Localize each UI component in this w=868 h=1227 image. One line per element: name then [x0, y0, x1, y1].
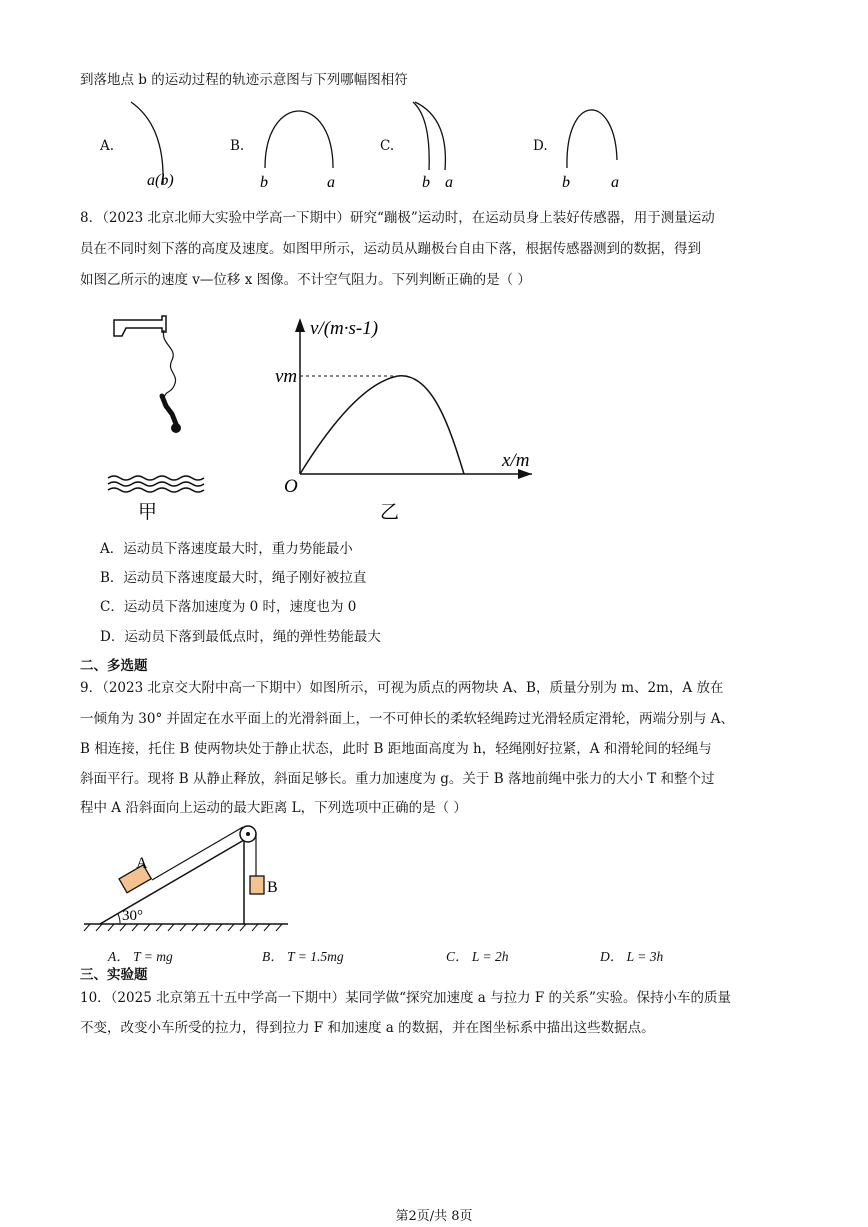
x-axis-label: x/m	[502, 450, 530, 471]
angle-label: 30°	[122, 908, 143, 924]
q7-option-a-key: A.	[100, 138, 115, 154]
q8-line-2: 员在不同时刻下落的高度及速度。如图甲所示，运动员从蹦极台自由下落，根据传感器测到的数据，得到	[80, 241, 701, 257]
q7-c-label-1: b	[422, 174, 430, 191]
q9-line-4: 斜面平行。现将 B 从静止释放，斜面足够长。重力加速度为 g。关于 B 落地前绳中张力的大小 T 和整个过	[80, 771, 715, 787]
figure-yi-label: 乙	[380, 502, 400, 523]
q7-option-c-figure	[405, 98, 475, 193]
q10-line-1: 10．（2025 北京第五十五中学高一下期中）某同学做“探究加速度 a 与拉力 F 的关系”实验。保持小车的质量	[80, 990, 731, 1006]
q7-c-label-2: a	[445, 174, 453, 191]
water-wave-1	[108, 476, 204, 480]
ground-hatching	[84, 924, 282, 931]
q8-option-b: B．运动员下落速度最大时，绳子刚好被拉直	[100, 570, 367, 586]
q9-line-2: 一倾角为 30° 并固定在水平面上的光滑斜面上，一不可伸长的柔软轻绳跨过光滑轻质定滑轮，两端分别与 A、	[80, 711, 735, 727]
pulley-axle	[246, 832, 250, 836]
page-footer: 第2页/共 8页	[395, 1209, 473, 1224]
block-a-label: A	[136, 855, 148, 872]
q7-d-label-1: b	[562, 174, 570, 191]
trajectory-curve	[265, 111, 333, 168]
bungee-figure	[100, 310, 220, 520]
q8-line-3: 如图乙所示的速度 v—位移 x 图像。不计空气阻力。下列判断正确的是（ ）	[80, 272, 531, 288]
q9-option-b: B． T = 1.5mg	[262, 949, 344, 964]
q9-line-3: B 相连接，托住 B 使两物块处于静止状态，此时 B 距地面高度为 h，轻绳刚好拉紧，A 和滑轮间的轻绳与	[80, 741, 712, 757]
figure-jia-label: 甲	[138, 502, 158, 520]
q8-option-a: A．运动员下落速度最大时，重力势能最小	[100, 541, 353, 557]
q8-option-c: C．运动员下落加速度为 0 时，速度也为 0	[100, 599, 357, 615]
v-x-graph	[270, 310, 550, 525]
rope-to-a	[152, 827, 243, 880]
q9-option-d: D． L = 3h	[600, 949, 664, 964]
block-b-label: B	[267, 879, 278, 896]
q7-option-d-figure	[555, 98, 635, 193]
velocity-curve	[300, 376, 464, 474]
angle-arc	[118, 914, 120, 924]
q7-d-label-2: a	[611, 174, 619, 191]
y-axis-label: v/(m·s-1)	[310, 318, 379, 339]
q7-option-b-figure	[255, 98, 345, 193]
q7-b-label-2: a	[327, 174, 335, 191]
jumper-body	[162, 396, 176, 424]
q7-b-label-1: b	[260, 174, 268, 191]
q7-option-b-key: B.	[230, 138, 245, 154]
q10-line-2: 不变，改变小车所受的拉力，得到拉力 F 和加速度 a 的数据，并在图坐标系中描出这些数据点。	[80, 1020, 655, 1036]
bungee-rope	[163, 330, 175, 398]
vm-label: vm	[275, 366, 298, 387]
q9-line-1: 9．（2023 北京交大附中高一下期中）如图所示，可视为质点的两物块 A、B，质量分别为 m、2m，A 放在	[80, 680, 724, 696]
incline-figure	[80, 820, 300, 932]
q7-text: 到落地点 b 的运动过程的轨迹示意图与下列哪幅图相符	[80, 72, 408, 88]
trajectory-curve	[567, 110, 617, 168]
q9-option-a: A． T = mg	[108, 949, 173, 964]
y-axis-arrow	[295, 318, 305, 332]
section-multiple-choice: 二、多选题	[80, 658, 148, 674]
section-experiment: 三、实验题	[80, 967, 148, 983]
q7-a-label: a(b)	[147, 172, 174, 189]
trajectory-curve-1	[413, 102, 429, 170]
q8-option-d: D．运动员下落到最低点时，绳的弹性势能最大	[100, 629, 381, 645]
q9-option-c: C． L = 2h	[446, 949, 509, 964]
trajectory-curve-2	[415, 102, 445, 170]
q7-option-a-figure	[125, 98, 195, 193]
q7-option-d-key: D.	[533, 138, 548, 154]
jumper-head	[171, 423, 181, 433]
water-wave-3	[108, 488, 204, 492]
water-wave-2	[108, 482, 204, 486]
q7-option-c-key: C.	[380, 138, 395, 154]
jump-platform	[114, 316, 166, 336]
block-b	[250, 876, 264, 894]
q8-line-1: 8．（2023 北京北师大实验中学高一下期中）研究“蹦极”运动时，在运动员身上装好传感器，用于测量运动	[80, 210, 715, 226]
origin-label: O	[284, 476, 298, 497]
q9-line-5: 程中 A 沿斜面向上运动的最大距离 L，下列选项中正确的是（ ）	[80, 800, 467, 816]
